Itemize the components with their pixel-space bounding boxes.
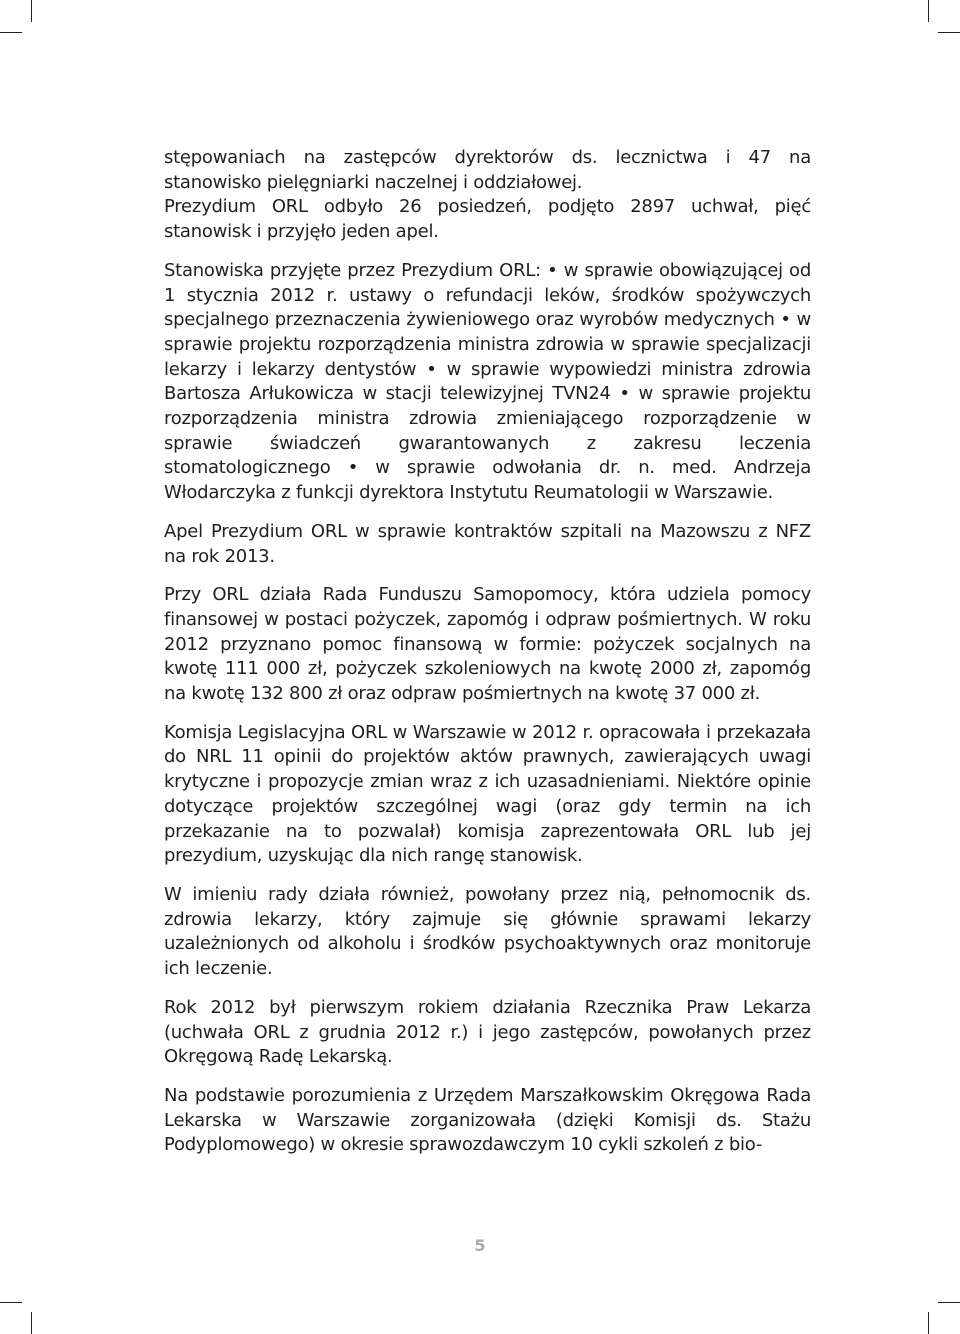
crop-mark-top-right-v: [928, 0, 929, 22]
paragraph-presidium-positions: Stanowiska przyjęte przez Prezydium ORL: • w sprawie obowiązującej od 1 stycznia 2012 r. ustawy o refundacji leków, środków spożywczych specjalnego przeznaczenia żywieniowego oraz wyrobów medycznych • w sprawie projektu rozporządzenia ministra zdrowia w sprawie specjalizacji lekarzy i lekarzy dentystów • w sprawie wypowiedzi ministra zdrowia Bartosza Arłukowicza w stacji telewizyjnej TVN24 • w sprawie projektu rozporządzenia ministra zdrowia zmieniającego rozporządzenie w sprawie świadczeń gwarantowanych z zakresu leczenia stomatologicznego • w sprawie odwołania dr. n. med. Andrzeja Włodarczyka z funkcji dyrektora Instytutu Reumatologii w Warszawie.: [164, 259, 811, 504]
crop-mark-bottom-right-v: [928, 1312, 929, 1334]
paragraph-presidium-meetings: Prezydium ORL odbyło 26 posiedzeń, podjęto 2897 uchwał, pięć stanowisk i przyjęło jeden apel.: [164, 196, 811, 243]
paragraph-plenipotentiary: W imieniu rady działa również, powołany przez nią, pełnomocnik ds. zdrowia lekarzy, który zajmuje się głównie sprawami lekarzy uzależnionych od alkoholu i środków psychoaktywnych oraz monitoruje ich leczenie.: [164, 883, 811, 980]
crop-mark-top-right-h: [938, 32, 960, 33]
paragraph-continuation: stępowaniach na zastępców dyrektorów ds. lecznictwa i 47 na stanowisko pielęgniarki naczelnej i oddziałowej.: [164, 147, 811, 193]
crop-mark-top-left-v: [31, 0, 32, 22]
body-text: [164, 146, 811, 1172]
page-number: 5: [474, 1236, 486, 1255]
paragraph-agreement: Na podstawie porozumienia z Urzędem Marszałkowskim Okręgowa Rada Lekarska w Warszawie zorganizowała (dzięki Komisji ds. Stażu Podyplomowego) w okresie sprawozdawczym 10 cykli szkoleń z bio-: [164, 1084, 811, 1156]
paragraph-appeal: Apel Prezydium ORL w sprawie kontraktów szpitali na Mazowszu z NFZ na rok 2013.: [164, 520, 811, 567]
crop-mark-bottom-left-v: [31, 1312, 32, 1334]
paragraph-doctors-rights-spokesman: Rok 2012 był pierwszym rokiem działania Rzecznika Praw Lekarza (uchwała ORL z grudnia 2012 r.) i jego zastępców, powołanych przez Okręgową Radę Lekarską.: [164, 996, 811, 1068]
paragraph-legislative-commission: Komisja Legislacyjna ORL w Warszawie w 2012 r. opracowała i przekazała do NRL 11 opinii do projektów aktów prawnych, zawierających uwagi krytyczne i propozycje zmian wraz z ich uzasadnieniami. Niektóre opinie dotyczące projektów szczególnej wagi (oraz gdy termin na ich przekazanie na to pozwalał) komisja zaprezentowała ORL lub jej prezydium, uzyskując dla nich rangę stanowisk.: [164, 721, 811, 867]
crop-mark-bottom-right-h: [938, 1302, 960, 1303]
crop-mark-top-left-h: [0, 32, 22, 33]
crop-mark-bottom-left-h: [0, 1302, 22, 1303]
paragraph-self-help-fund: Przy ORL działa Rada Funduszu Samopomocy, która udziela pomocy finansowej w postaci pożyczek, zapomóg i odpraw pośmiertnych. W roku 2012 przyznano pomoc finansową w formie: pożyczek socjalnych na kwotę 111 000 zł, pożyczek szkoleniowych na kwotę 2000 zł, zapomóg na kwotę 132 800 zł oraz odpraw pośmiertnych na kwotę 37 000 zł.: [164, 584, 811, 705]
